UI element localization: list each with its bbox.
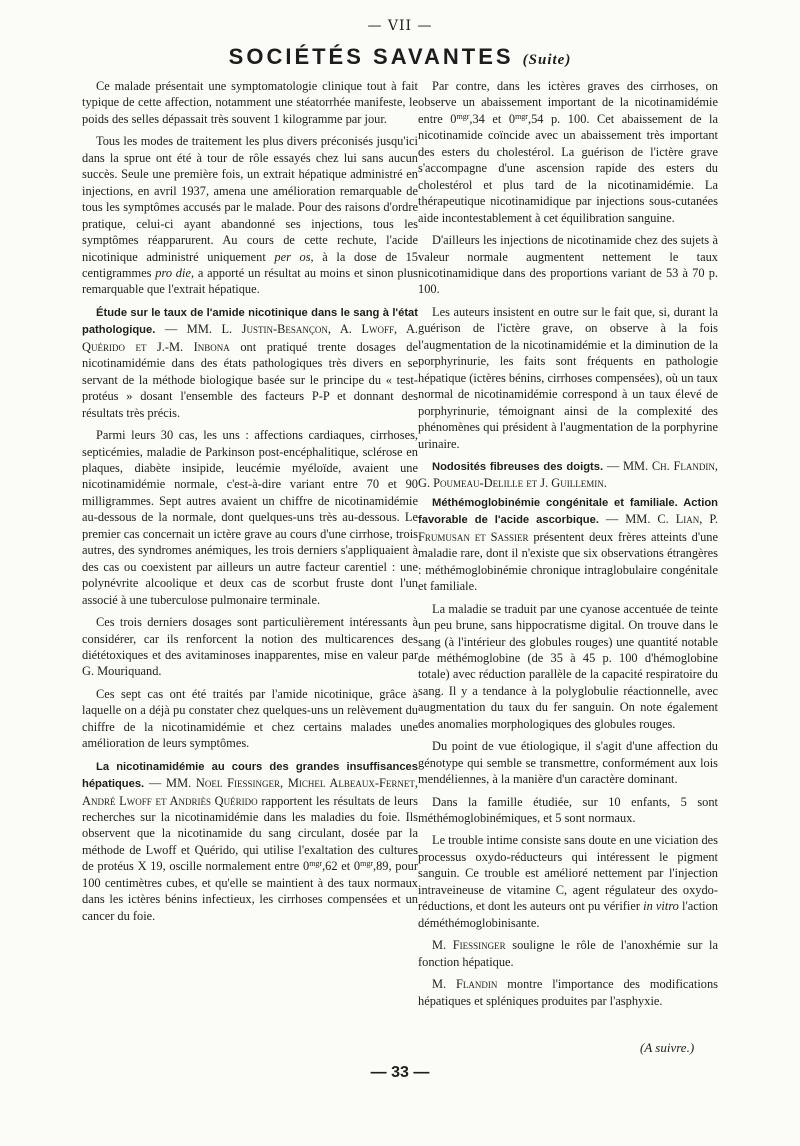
page-title [0, 44, 800, 70]
paragraph: M. Flandin montre l'importance des modifications hépatiques et spléniques produites par l'asphyxie. [418, 977, 718, 1008]
article-authors: — MM. Ch. Flandin, G. Poumeau-Delille et J. Guillemin. [418, 458, 719, 491]
left-column [82, 78, 418, 930]
article-title: La nicotinamidémie au cours des grandes insuffisances hépatiques. [82, 760, 418, 791]
to-be-continued: (A suivre.) [640, 1040, 695, 1055]
article-title: Étude sur le taux de l'amide nicotinique dans le sang à l'état pathologique. [82, 306, 418, 337]
paragraph: Ces trois derniers dosages sont particulièrement intéressants à considérer, car ils renforcent la notion des multicarences des diététoxiques et des avitaminoses inapparentes, mise en valeur par G. Mouriquand. [82, 615, 418, 679]
paragraph: Du point de vue étiologique, il s'agit d'une affection du génotype qui semble se transmettre, conformément aux lois mendéliennes, à la manière d'un caractère dominant. [418, 739, 718, 787]
article-entry: Méthémoglobinémie congénitale et familiale. Action favorable de l'acide ascorbique. — MM. C. Lian, P. Frumusan et Sassier présentent deux frères atteints d'une maladie rare, dont il n'existe que six observations étrangères : méthémoglobinémie chronique intraglobulaire congénitale et familiale. [418, 496, 718, 594]
paragraph: Par contre, dans les ictères graves des cirrhoses, on observe un abaissement important de la nicotinamidémie entre $0^{mgr},34$ et $0^{mgr},54$ p. 100. Cet abaissement de la nicotinamide coïncide avec un abaissement très important des esters du cholestérol. La guérison de l'ictère grave s'accompagne d'une ascension rapide des esters du cholestérol et plus tard de la nicotinamidémie. La thérapeutique nicotinamidique par injections sous-cutanées aide incontestablement à cet équilibration sanguine. [418, 79, 719, 225]
paragraph: Tous les modes de traitement les plus divers préconisés jusqu'ici dans la sprue ont été à tour de rôle essayés chez lui sans aucun succès. Seule une première fois, un extrait hépatique administré en injections, en avril 1937, amena une amélioration remarquable de tous les symptômes accusés par le malade. Pour des raisons d'ordre pratique, celui-ci ayant abandonné ses injections, tous les symptômes réapparurent. Au cours de cette rechute, l'acide nicotinique administré uniquement per os, à la dose de 15 centigrammes pro die, a apporté un résultat au moins et sinon plus remarquable que l'extrait hépatique. [82, 134, 419, 297]
article-entry [418, 458, 718, 492]
right-column [418, 78, 718, 1015]
paragraph: Dans la famille étudiée, sur 10 enfants, 5 sont méthémoglobinémiques, et 5 sont normaux. [418, 794, 718, 826]
paragraph: Parmi leurs 30 cas, les uns : affections cardiaques, cirrhoses, septicémies, maladie de Parkinson post-encéphalitique, sclérose en plaques, diabète insipide, leucémie myéloïde, avaient une nicotinamidémie normale, c'est-à-dire variant entre 70 et 90 milligrammes. Sept autres avaient un chiffre de nicotinamidémie au-dessous de la normale, dont quelques-uns très au-dessous. Le premier cas concernait un ictère grave au cours d'une cirrhose, trois autres, des syndromes anémiques, les trois derniers s'appliquaient à des cas ou coexistent par ailleurs un autre facteur carentiel : une polynévrite alcoolique et deux cas de scorbut fruste dont l'un associé à une tuberculose pulmonaire terminale. [82, 428, 418, 607]
page-number: — 33 — [370, 1064, 430, 1081]
article-title: Méthémoglobinémie congénitale et familiale. Action favorable de l'acide ascorbique. [418, 496, 718, 527]
article-title: Nodosités fibreuses des doigts. [432, 460, 604, 473]
speaker-name: M. Flandin [432, 977, 498, 992]
paragraph: D'ailleurs les injections de nicotinamide chez des sujets à valeur normale augmentent nettement le taux nicotinamidique dans des proportions variant de 53 à 70 p. 100. [418, 233, 718, 297]
paragraph: M. Fiessinger souligne le rôle de l'anoxhémie sur la fonction hépatique. [418, 938, 718, 969]
paragraph: Les auteurs insistent en outre sur le fait que, si, durant la guérison de l'ictère grave, on observe à la fois l'augmentation de la nicotinamidémie et la diminution de la porphyrinurie, les faits sont fréquents en pathologie hépatique (ictères bénins, cirrhoses compensées), où un taux normal de nicotinamidémie correspond à un taux élevé de porphyrinurie, témoignant ainsi de la complexité des phénomènes qui président à l'augmentation de la porphyrine urinaire. [418, 304, 718, 451]
paragraph: Le trouble intime consiste sans doute en une viciation des processus oxydo-réducteurs qui intéressent le pigment sanguin. Ce trouble est amélioré nettement par l'injection intraveineuse de vitamine C, agent régulateur des oxydo-réductions, et dont les auteurs ont pu vérifier in vitro l'action déméthémoglobinisante. [418, 833, 718, 930]
paragraph: Ces sept cas ont été traités par l'amide nicotinique, grâce à laquelle on a déjà pu constater chez quelques-uns un relèvement du chiffre de la nicotinamidémie et chez certains malades une amélioration de leurs symptômes. [82, 686, 418, 751]
article-authors: — MM. Noel Fiessinger, Michel Albeaux-Fernet, André Lwoff et Andriès Quérido [82, 776, 418, 808]
paragraph: La maladie se traduit par une cyanose accentuée de teinte un peu brune, sans hippocratisme digital. On trouve dans le sang (à l'intérieur des globules rouges) une quantité notable de méthémoglobine (de 35 à 45 p. 100 d'hémoglobine totale) avec réduction parallèle de la capacité respiratoire du sang. Il y a tendance à la polyglobulie réactionnelle, avec augmentation du taux du fer sanguin. On note également des anomalies morphologiques des globules rouges. [418, 601, 718, 731]
article-entry: La nicotinamidémie au cours des grandes insuffisances hépatiques. — MM. Noel Fiessinger, Michel Albeaux-Fernet, André Lwoff et Andriès Quérido rapportent les résultats de leurs recherches sur la nicotinamidémie dans les maladies du foie. Ils observent que la nicotinamide du sang circulant, dosée par la méthode de Lwoff et Quérido, qui utilise l'exaltation des cultures de protéus X 19, oscille normalement entre $0^{mgr},62$ et $0^{mgr},89$, pour 100 centimètres cubes, et qu'elle se maintient à des taux normaux dans les ictères bénins infectieux, les cirrhoses compensées et un cancer du foie. [82, 760, 418, 923]
title-suite: (Suite) [522, 52, 572, 68]
article-entry: Étude sur le taux de l'amide nicotinique dans le sang à l'état pathologique. — MM. L. Justin-Besançon, A. Lwoff, A. Quérido et J.-M. Inbona ont pratiqué trente dosages de nicotinamidémie dans des états pathologiques très divers en se servant de la méthode biologique basée sur le principe du « test-protéus » dosant l'ensemble des facteurs P-P et donnant des résultats très précis. [82, 306, 418, 420]
section-title: SOCIÉTÉS SAVANTES [228, 44, 514, 69]
speaker-name: M. Fiessinger [432, 938, 506, 953]
article-authors: — MM. L. Justin-Besançon, A. Lwoff, A. Quérido et J.-M. Inbona [82, 322, 418, 354]
article-authors: — MM. C. Lian, P. Frumusan et Sassier [418, 512, 718, 544]
roman-page-number: — VII — [367, 18, 433, 34]
paragraph: Ce malade présentait une symptomatologie clinique tout à fait typique de cette affection, notamment une stéatorrhée manifeste, le poids des selles dépassait très souvent 1 kilogramme par jour. [82, 79, 418, 126]
